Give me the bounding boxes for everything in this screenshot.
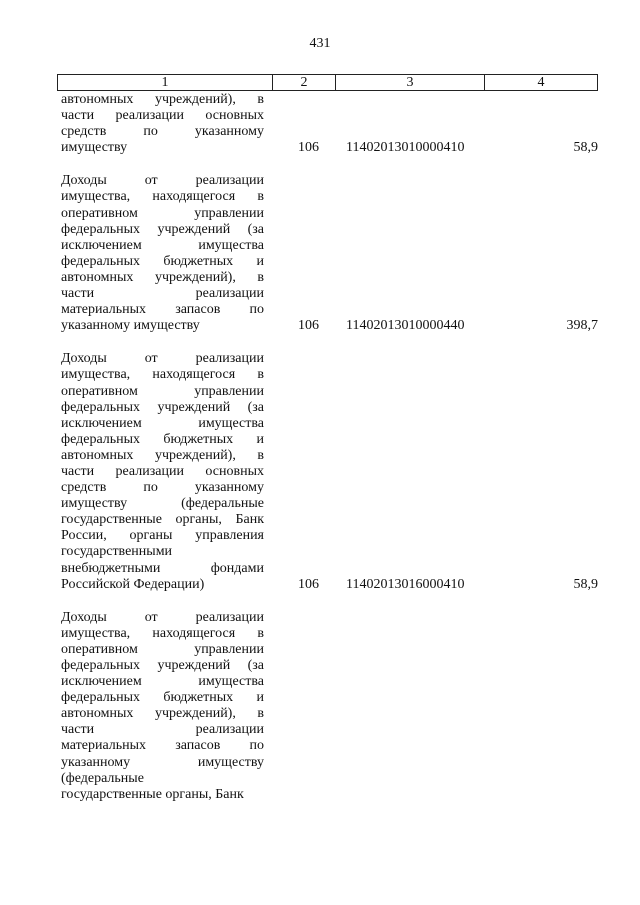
description-line: (федеральные (61, 770, 144, 786)
table-header (57, 74, 598, 91)
description-line: автономных учреждений), в (61, 269, 264, 285)
page-number: 431 (309, 36, 331, 51)
table-body (0, 92, 640, 803)
header-col-1: 1 (58, 75, 273, 90)
row-kbk: 11402013016000410 (346, 576, 465, 592)
row-description (61, 173, 264, 334)
description-line: оперативном управлении (61, 205, 264, 221)
description-line: автономных учреждений), в (61, 447, 264, 463)
row-description (61, 610, 264, 803)
description-line: части реализации основных (61, 108, 264, 124)
table-row (0, 92, 640, 156)
description-line: части реализации (61, 722, 264, 738)
row-code: 106 (298, 318, 319, 334)
description-line: государственными (61, 544, 173, 560)
description-line: указанному имуществу (61, 754, 264, 770)
row-code: 106 (298, 140, 319, 156)
description-line: средств по указанному (61, 124, 264, 140)
description-line: федеральных учреждений (за (61, 658, 264, 673)
description-line: исключением имущества (61, 415, 264, 431)
description-line: имущества, находящегося в (61, 367, 264, 383)
description-line: исключением имущества (61, 674, 264, 690)
row-description (61, 351, 264, 592)
row-code: 106 (298, 576, 319, 592)
description-line: средств по указанному (61, 480, 264, 496)
description-line: материальных запасов по (61, 302, 264, 318)
table-row (0, 351, 640, 592)
row-value: 398,7 (566, 318, 598, 334)
description-line: материальных запасов по (61, 738, 264, 754)
description-line: государственные органы, Банк (61, 786, 244, 802)
description-line: части реализации основных (61, 463, 264, 479)
description-line: России, органы управления (61, 528, 264, 544)
row-kbk: 11402013010000440 (346, 318, 465, 334)
description-line: имуществу (федеральные (61, 496, 264, 512)
description-line: имуществу (61, 140, 128, 156)
header-col-2: 2 (273, 75, 336, 90)
description-line: государственные органы, Банк (61, 512, 264, 528)
description-line: федеральных бюджетных и (61, 431, 264, 447)
table-row (0, 173, 640, 334)
description-line: внебюджетными фондами (61, 560, 264, 576)
description-line: имущества, находящегося в (61, 625, 264, 641)
header-col-3: 3 (336, 75, 485, 90)
description-line: Доходы от реализации (61, 609, 264, 625)
description-line: федеральных учреждений (за (61, 221, 264, 237)
row-value: 58,9 (573, 140, 598, 156)
description-line: автономных учреждений), в (61, 92, 264, 107)
description-line: указанному имуществу (61, 318, 200, 334)
row-kbk: 11402013010000410 (346, 140, 465, 156)
row-value: 58,9 (573, 576, 598, 592)
row-description (61, 92, 264, 156)
description-line: оперативном управлении (61, 641, 264, 657)
table-row (0, 610, 640, 803)
description-line: имущества, находящегося в (61, 189, 264, 205)
header-col-4: 4 (537, 75, 545, 90)
description-line: исключением имущества (61, 237, 264, 253)
description-line: части реализации (61, 286, 264, 302)
description-line: Российской Федерации) (61, 576, 205, 592)
description-line: федеральных учреждений (за (61, 399, 264, 415)
description-line: Доходы от реализации (61, 173, 264, 189)
description-line: автономных учреждений), в (61, 706, 264, 722)
description-line: федеральных бюджетных и (61, 690, 264, 706)
description-line: Доходы от реализации (61, 351, 264, 367)
description-line: федеральных бюджетных и (61, 253, 264, 269)
description-line: оперативном управлении (61, 383, 264, 399)
